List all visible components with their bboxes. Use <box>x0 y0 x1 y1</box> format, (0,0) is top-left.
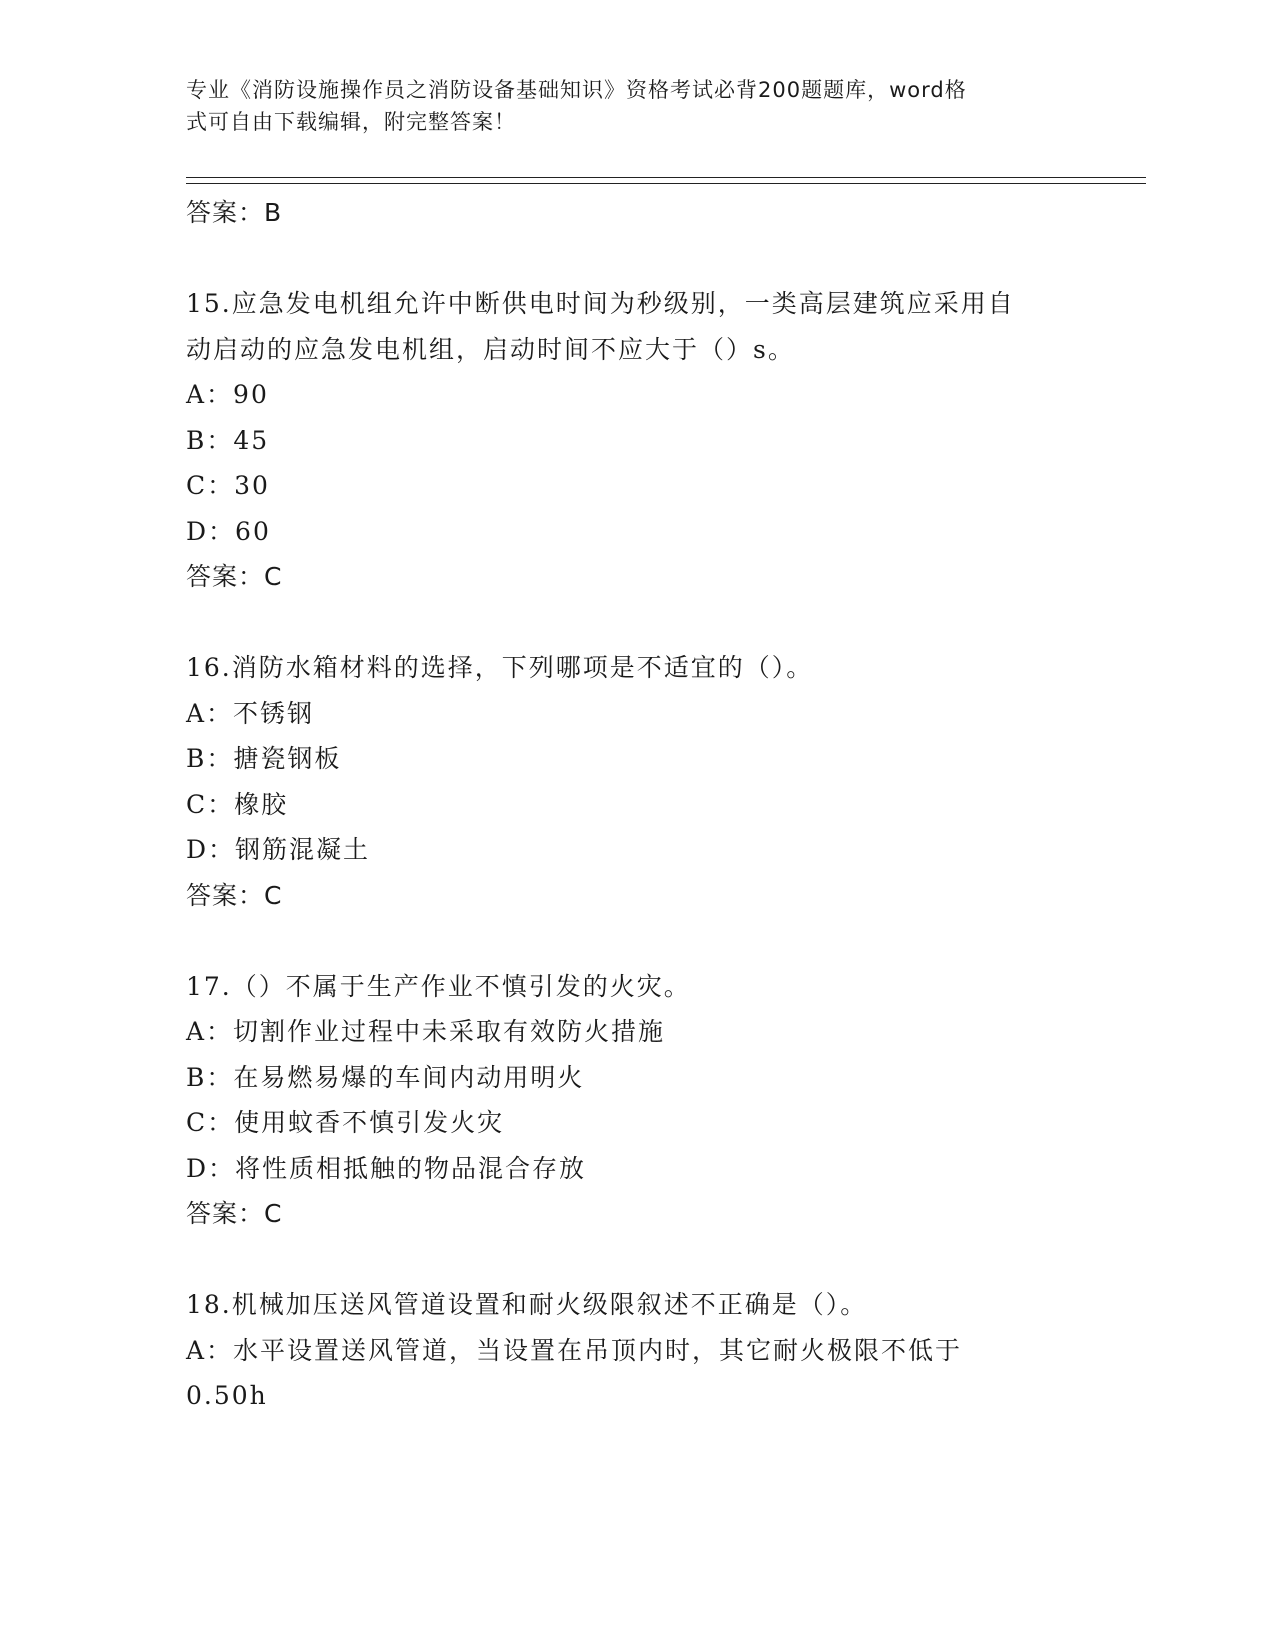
spacer <box>186 236 1086 282</box>
question-stem-line: 17.（）不属于生产作业不慎引发的火灾。 <box>186 971 691 1001</box>
option-d: D：钢筋混凝土 <box>186 835 371 864</box>
option-b: B：搪瓷钢板 <box>186 744 342 773</box>
document-header <box>186 74 1066 138</box>
option-c: C：30 <box>186 471 270 500</box>
question-stem-line: 18.机械加压送风管道设置和耐火级限叙述不正确是（）。 <box>186 1290 868 1319</box>
question-stem-line: 15.应急发电机组允许中断供电时间为秒级别，一类高层建筑应采用自 <box>186 289 1015 318</box>
answer: 答案：C <box>186 1199 283 1228</box>
question-15 <box>186 281 1086 600</box>
header-line-1: 专业《消防设施操作员之消防设备基础知识》资格考试必背200题题库，word格 <box>186 78 967 102</box>
option-a: A：不锈钢 <box>186 698 315 728</box>
question-17 <box>186 964 1086 1237</box>
question-18 <box>186 1282 1086 1419</box>
option-d: D：60 <box>186 516 271 546</box>
option-a-continued: 0.50h <box>186 1381 268 1410</box>
option-a: A：切割作业过程中未采取有效防火措施 <box>186 1017 666 1046</box>
option-a: A：90 <box>186 380 269 409</box>
question-16 <box>186 645 1086 918</box>
option-c: C：橡胶 <box>186 789 289 819</box>
spacer <box>186 1237 1086 1283</box>
question-list <box>186 190 1086 1419</box>
question-stem-line: 16.消防水箱材料的选择，下列哪项是不适宜的（）。 <box>186 653 814 682</box>
option-d: D：将性质相抵触的物品混合存放 <box>186 1153 587 1183</box>
option-b: B：在易燃易爆的车间内动用明火 <box>186 1062 585 1092</box>
answer: 答案：C <box>186 880 283 910</box>
header-divider <box>186 177 1146 184</box>
spacer <box>186 918 1086 964</box>
option-a: A：水平设置送风管道，当设置在吊顶内时，其它耐火极限不低于 <box>186 1335 963 1365</box>
header-line-2: 式可自由下载编辑，附完整答案！ <box>186 110 516 134</box>
option-b: B：45 <box>186 425 270 455</box>
spacer <box>186 600 1086 646</box>
option-c: C：使用蚊香不慎引发火灾 <box>186 1108 505 1137</box>
question-stem-line: 动启动的应急发电机组，启动时间不应大于（）s。 <box>186 334 795 364</box>
answer: 答案：C <box>186 562 283 591</box>
previous-answer: 答案：B <box>186 198 283 227</box>
